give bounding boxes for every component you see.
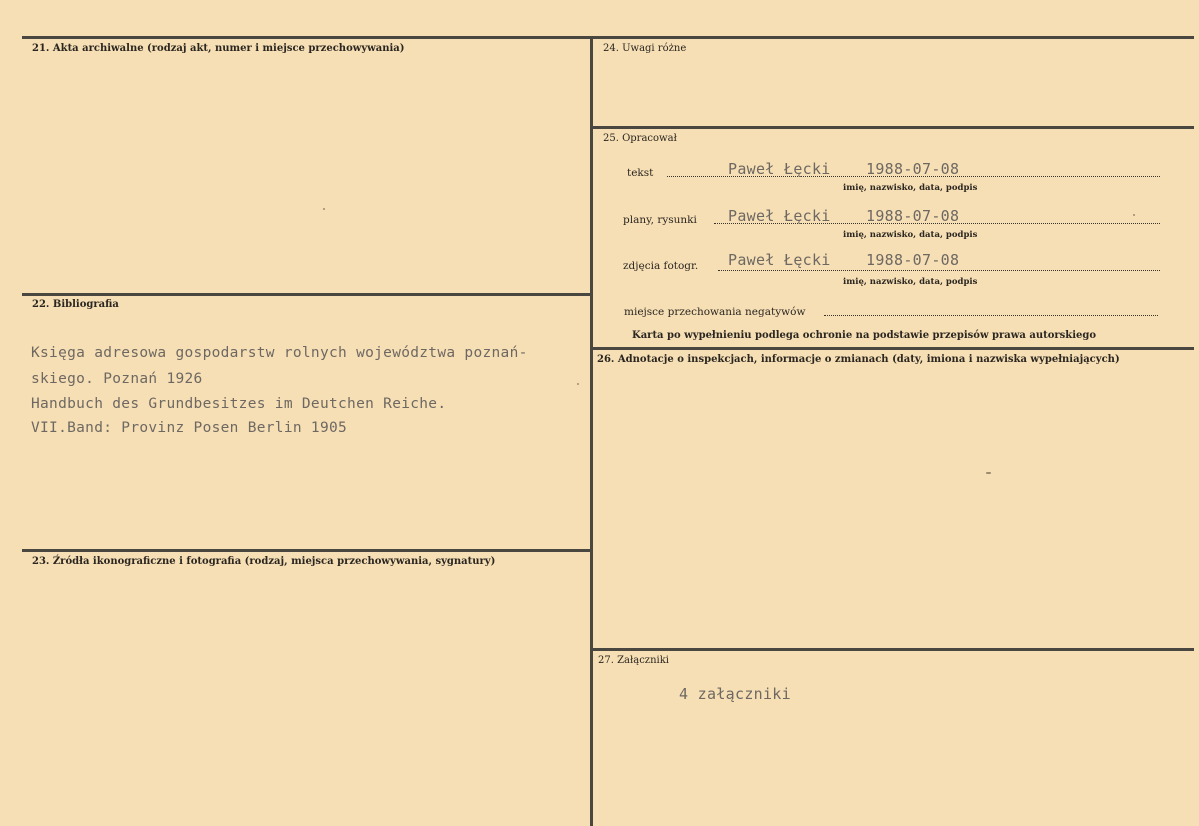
plans-name: Paweł Łęcki xyxy=(728,207,831,225)
section-23-label: 23. Źródła ikonograficzne i fotografia (rodzaj, miejsca przechowywania, sygnatury) xyxy=(32,556,496,567)
bibliography-line: VII.Band: Provinz Posen Berlin 1905 xyxy=(31,420,348,436)
section-26-label: 26. Adnotacje o inspekcjach, informacje o zmianach (daty, imiona i nazwiska wypełniających) xyxy=(597,354,1120,365)
top-border xyxy=(22,36,1194,39)
negatives-label: miejsce przechowania negatywów xyxy=(624,306,806,318)
paper-fleck xyxy=(986,472,991,474)
author-date: 1988-07-08 xyxy=(866,160,960,178)
bibliography-line: Handbuch des Grundbesitzes im Deutchen Reiche. xyxy=(31,396,447,412)
divider-21-22 xyxy=(22,293,593,296)
divider-26-27 xyxy=(593,648,1194,651)
photos-row-label: zdjęcia fotogr. xyxy=(623,260,699,272)
section-27-label: 27. Załączniki xyxy=(598,655,669,666)
bibliography-line: skiego. Poznań 1926 xyxy=(31,371,203,387)
paper-fleck xyxy=(1133,214,1135,216)
plans-caption: imię, nazwisko, data, podpis xyxy=(843,230,978,240)
photos-caption: imię, nazwisko, data, podpis xyxy=(843,277,978,287)
section-22-label: 22. Bibliografia xyxy=(32,299,119,310)
section-24-label: 24. Uwagi różne xyxy=(603,43,687,54)
column-divider xyxy=(590,36,593,826)
author-row-label: tekst xyxy=(627,167,654,179)
plans-date: 1988-07-08 xyxy=(866,207,960,225)
bibliography-line: Księga adresowa gospodarstw rolnych województwa poznań- xyxy=(31,345,528,361)
photos-line xyxy=(718,270,1160,271)
section-25-label: 25. Opracował xyxy=(603,133,677,144)
paper-fleck xyxy=(577,383,579,385)
divider-25-26 xyxy=(593,347,1194,350)
photos-date: 1988-07-08 xyxy=(866,251,960,269)
author-caption: imię, nazwisko, data, podpis xyxy=(843,183,978,193)
author-name: Paweł Łęcki xyxy=(728,160,831,178)
section-21-label: 21. Akta archiwalne (rodzaj akt, numer i miejsce przechowywania) xyxy=(32,43,405,54)
attachments-value: 4 załączniki xyxy=(679,685,791,703)
negatives-line xyxy=(824,315,1158,316)
photos-name: Paweł Łęcki xyxy=(728,251,831,269)
plans-row-label: plany, rysunki xyxy=(623,214,697,226)
divider-22-23 xyxy=(22,549,593,552)
copyright-note: Karta po wypełnieniu podlega ochronie na podstawie przepisów prawa autorskiego xyxy=(632,330,1097,341)
divider-24-25 xyxy=(593,126,1194,129)
paper-fleck xyxy=(323,208,325,210)
